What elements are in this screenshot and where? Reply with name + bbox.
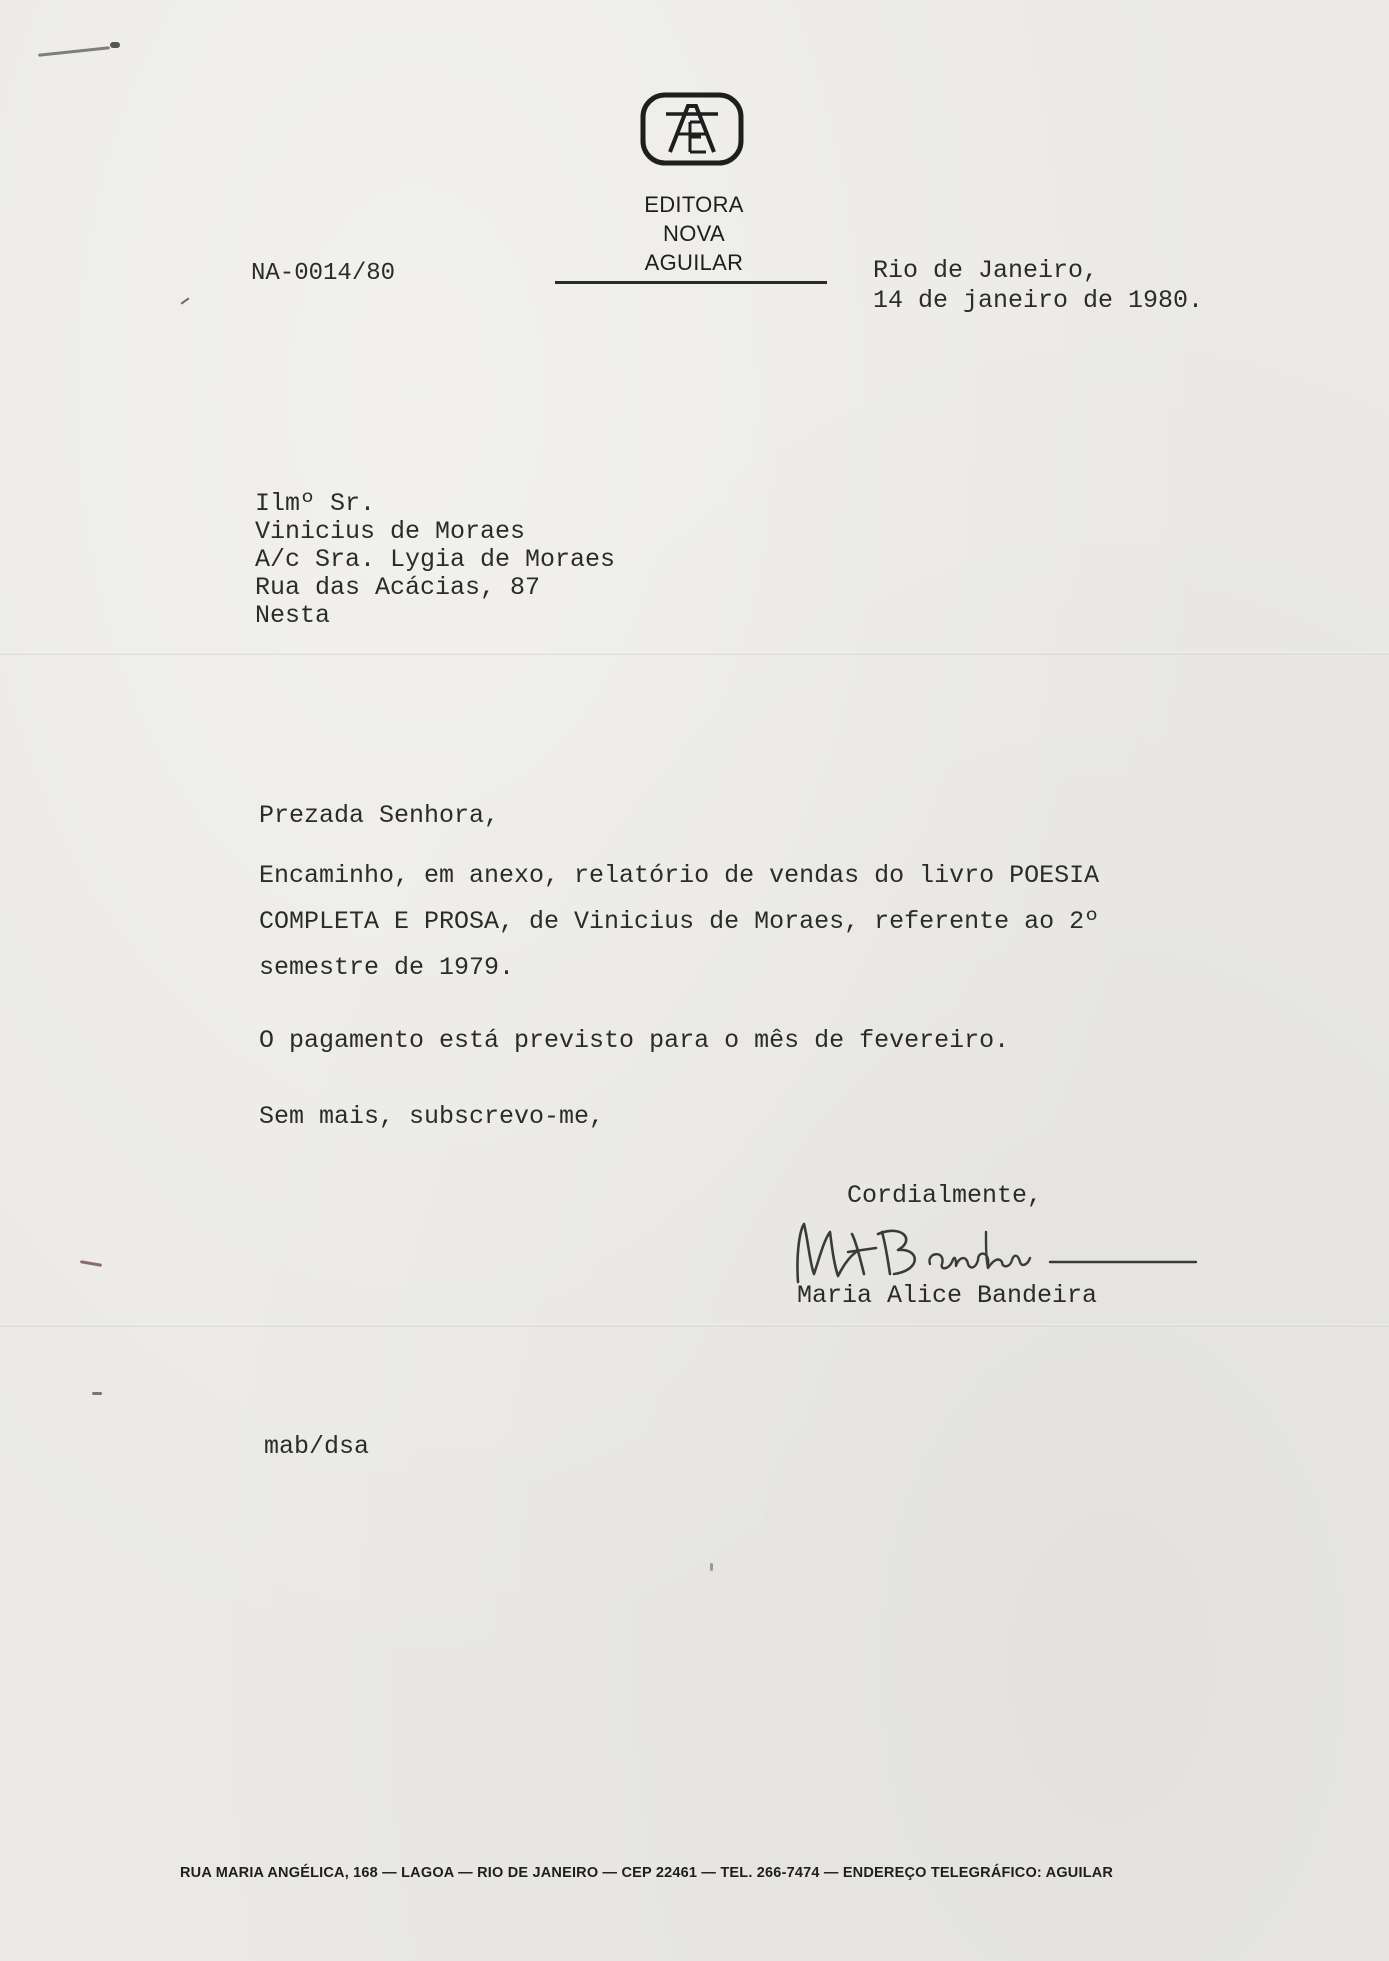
paragraph-line: COMPLETA E PROSA, de Vinicius de Moraes, referente ao 2º — [259, 907, 1100, 936]
reference-initials: mab/dsa — [264, 1432, 370, 1461]
signer-name: Maria Alice Bandeira — [797, 1281, 1098, 1310]
address-line: Nesta — [255, 601, 331, 630]
address-line: A/c Sra. Lygia de Moraes — [255, 545, 616, 574]
recipient-address — [255, 490, 615, 630]
address-line: Vinicius de Moraes — [255, 517, 526, 546]
closing-line: Sem mais, subscrevo-me, — [259, 1102, 605, 1131]
paper-fold-lower — [0, 1324, 1389, 1328]
address-line: Rua das Acácias, 87 — [255, 573, 541, 602]
paragraph-line: semestre de 1979. — [259, 953, 515, 982]
reference-number: NA-0014/80 — [251, 260, 396, 287]
letterhead-rule — [555, 281, 827, 284]
place-line: Rio de Janeiro, — [873, 256, 1099, 285]
paragraph-line: Encaminho, em anexo, relatório de vendas do livro POESIA — [259, 861, 1100, 890]
brand-line: AGUILAR — [644, 250, 744, 275]
complimentary-close: Cordialmente, — [847, 1181, 1043, 1210]
publisher-name — [620, 190, 768, 277]
paragraph-payment: O pagamento está previsto para o mês de fevereiro. — [259, 1026, 1010, 1055]
brand-line: NOVA — [663, 221, 725, 246]
date-line: 14 de janeiro de 1980. — [873, 286, 1204, 315]
ink-stain — [80, 1260, 102, 1267]
ink-stain — [110, 42, 120, 48]
paper-fold-upper — [0, 652, 1389, 656]
salutation: Prezada Senhora, — [259, 801, 500, 830]
address-line: Ilmº Sr. — [255, 489, 376, 518]
place-and-date — [873, 256, 1203, 316]
ink-stain — [92, 1392, 102, 1395]
brand-line: EDITORA — [644, 192, 744, 217]
ink-stain — [710, 1563, 713, 1571]
ink-stain — [38, 46, 110, 57]
ink-stain — [180, 297, 189, 304]
publisher-logo — [640, 92, 744, 166]
paragraph-sales-report — [259, 853, 1099, 991]
letterhead-footer: RUA MARIA ANGÉLICA, 168 — LAGOA — RIO DE JANEIRO — CEP 22461 — TEL. 266-7474 — ENDEREÇO TELEGRÁFICO: AGUILAR — [180, 1865, 1114, 1881]
